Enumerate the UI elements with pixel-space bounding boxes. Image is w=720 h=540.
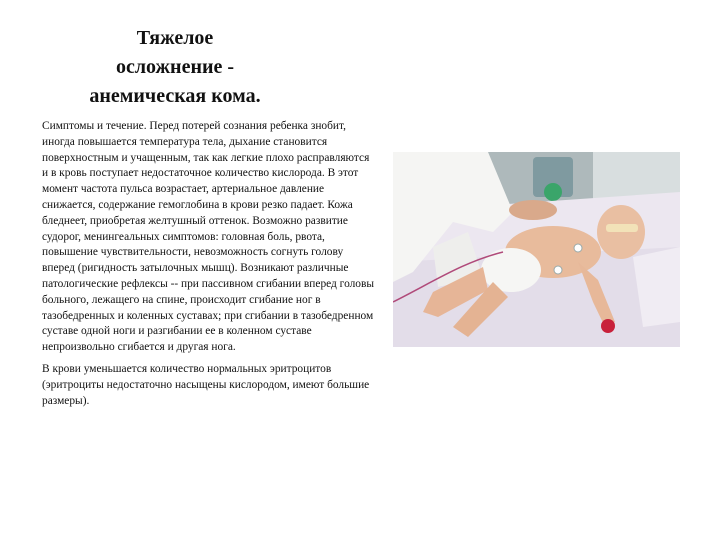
title-line-1: Тяжелое: [136, 27, 214, 49]
paragraph-blood: В крови уменьшается количество нормальных эритроцитов (эритроциты недостаточно насыщены кислородом, имеют большие размеры).: [42, 362, 370, 407]
body-text: [42, 119, 378, 409]
paragraph-symptoms: Симптомы и течение. Перед потерей сознания ребенка знобит, иногда повышается температура тела, дыхание становится поверхностным и учащенным, так как легкие плохо расправляются и в кровь поступает недостаточное количество кислорода. В этот момент частота пульса возрастает, артериальное давление снижается, содержание гемоглобина в крови резко падает. Кожа бледнеет, приобретая желтушный оттенок. Возможно развитие судорог, менингеальных симптомов: головная боль, рвота, повышение чувствительности, невозможность согнуть голову вперед (ригидность затылочных мышц). Возникают различные патологические рефлексы -- при пассивном сгибании вперед головы больного, лежащего на спине, происходит сгибание ног в тазобедренных и коленных суставах; при сгибании в тазобедренном суставе одной ноги и разгибании ее в коленном суставе непроизвольно сгибается и другая нога.: [42, 120, 375, 354]
patient-photo-illustration: [393, 152, 680, 347]
patient-photo: [393, 152, 680, 347]
slide-title: [20, 24, 330, 111]
title-line-2: осложнение -: [115, 56, 235, 78]
title-line-3: анемическая кома.: [89, 85, 261, 107]
